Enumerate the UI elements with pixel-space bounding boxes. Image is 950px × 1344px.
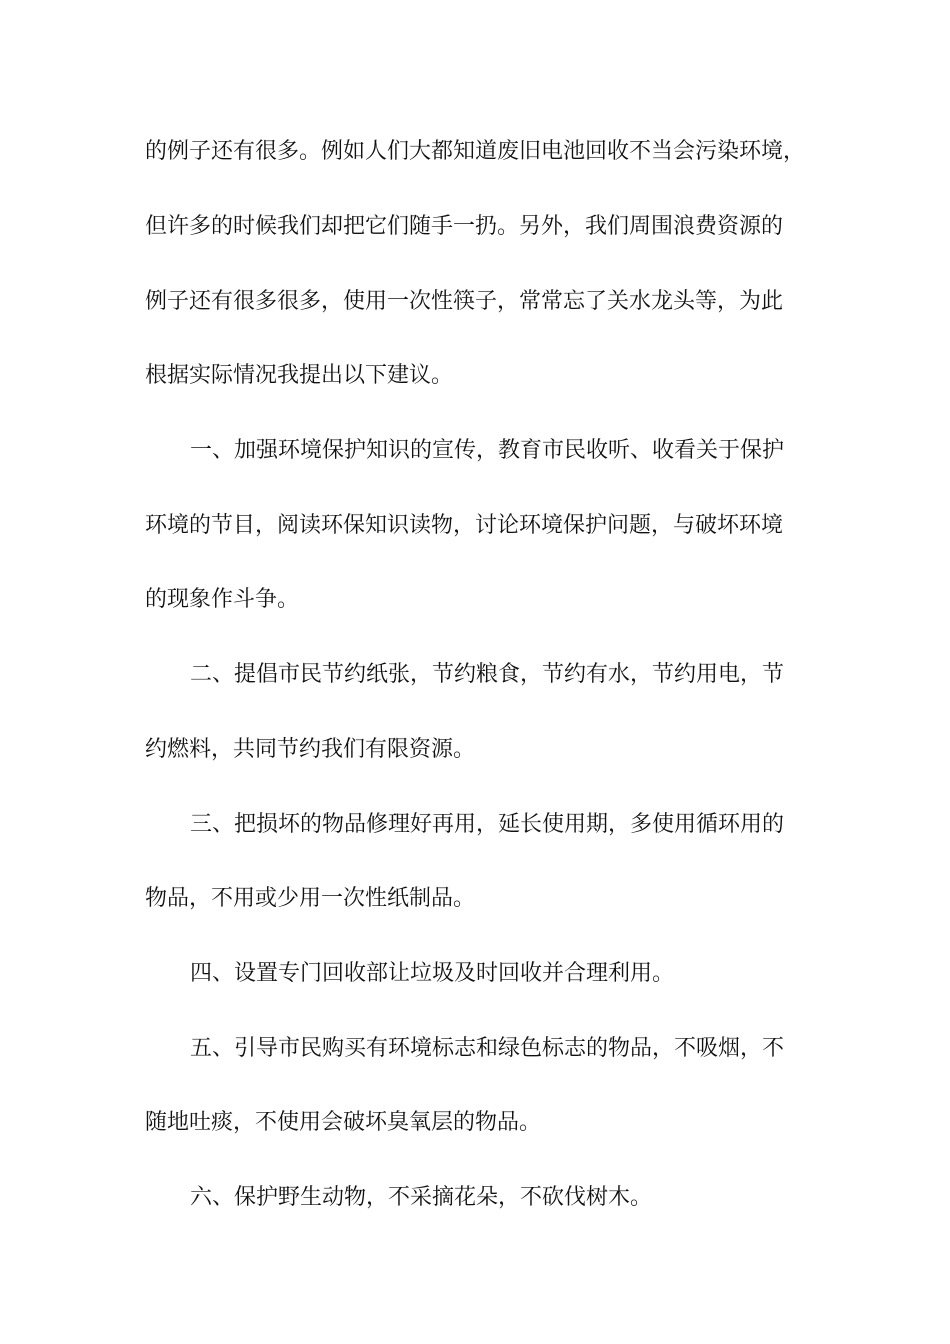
text-line: 四、设置专门回收部让垃圾及时回收并合理利用。 <box>190 961 675 986</box>
text-line: 的现象作斗争。 <box>145 587 300 612</box>
text-line: 约燃料，共同节约我们有限资源。 <box>145 737 476 762</box>
text-line: 三、把损坏的物品修理好再用，延长使用期，多使用循环用的 <box>190 812 785 837</box>
text-line: 一、加强环境保护知识的宣传，教育市民收听、收看关于保护 <box>190 438 785 463</box>
text-line: 随地吐痰，不使用会破坏臭氧层的物品。 <box>145 1110 542 1135</box>
text-line: 五、引导市民购买有环境标志和绿色标志的物品，不吸烟，不 <box>190 1036 785 1061</box>
text-line: 六、保护野生动物，不采摘花朵，不砍伐树木。 <box>190 1185 653 1210</box>
text-line: 根据实际情况我提出以下建议。 <box>145 363 454 388</box>
text-line: 物品，不用或少用一次性纸制品。 <box>145 886 476 911</box>
text-line: 二、提倡市民节约纸张，节约粮食，节约有水，节约用电，节 <box>190 662 785 687</box>
text-line: 环境的节目，阅读环保知识读物，讨论环境保护问题，与破坏环境 <box>145 513 784 538</box>
text-line: 但许多的时候我们却把它们随手一扔。另外，我们周围浪费资源的 <box>145 214 784 239</box>
text-line: 的例子还有很多。例如人们大都知道废旧电池回收不当会污染环境， <box>145 139 806 164</box>
text-line: 例子还有很多很多，使用一次性筷子，常常忘了关水龙头等，为此 <box>145 289 784 314</box>
